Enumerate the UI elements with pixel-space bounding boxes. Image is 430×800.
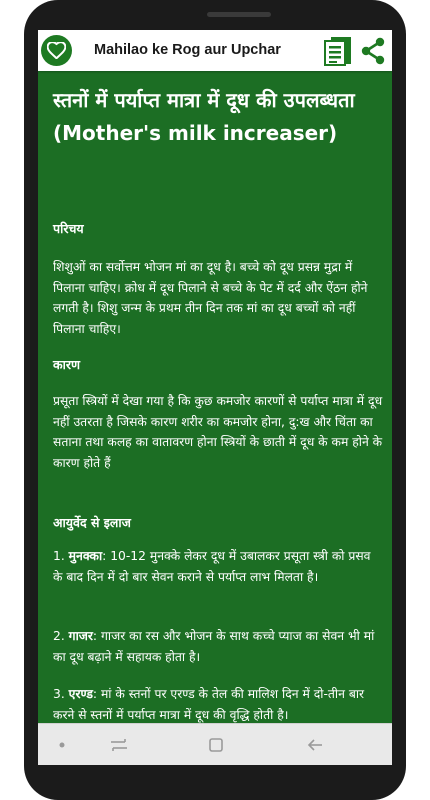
share-button[interactable] xyxy=(359,37,387,65)
remedy-number: 3. xyxy=(53,687,69,701)
intro-title: परिचय xyxy=(53,221,84,236)
document-icon xyxy=(324,36,352,66)
remedy-name: एरण्ड xyxy=(68,687,93,701)
recents-icon xyxy=(109,737,129,753)
remedy-item-2 xyxy=(53,626,383,667)
home-square-icon xyxy=(208,737,224,753)
remedy-text: : 10-12 मुनक्के लेकर दूध में उबालकर प्रसूता स्त्री को प्रसव के बाद दिन में दो बार सेवन कराने से पर्याप्त लाभ मिलता है। xyxy=(53,549,371,584)
home-button[interactable] xyxy=(201,724,231,765)
remedy-number: 2. xyxy=(53,629,69,643)
remedy-item-1 xyxy=(53,546,383,587)
document-button[interactable] xyxy=(324,36,352,66)
article-content[interactable] xyxy=(38,71,392,723)
article-heading: स्तनों में पर्याप्त मात्रा में दूध की उपलब्धता (Mother's milk increaser) xyxy=(53,88,355,145)
ayurveda-title: आयुर्वेद से इलाज xyxy=(53,515,131,530)
intro-text: शिशुओं का सर्वोत्तम भोजन मां का दूध है। बच्चे को दूध प्रसन्न मुद्रा में पिलाना चाहिए। क्रोध में दूध पिलाने से बच्चे के पेट में दर्द और ऐंठन होने लगती है। शिशु जन्म के प्रथम तीन दिन तक मां का दूध बच्चों को नहीं पिलाना चाहिए। xyxy=(53,260,368,336)
app-title: Mahilao ke Rog aur Upchar xyxy=(94,42,281,58)
cause-text: प्रसूता स्त्रियों में देखा गया है कि कुछ कमजोर कारणों से पर्याप्त मात्रा में दूध नहीं उतरता है जिसके कारण शरीर का कमजोर होना, दु:ख और चिंता का सताना तथा कलह का वातावरण होना स्त्रियों के छाती में दूध के कम होने के कारण होते हैं xyxy=(53,394,383,470)
system-nav-bar xyxy=(38,723,392,765)
remedy-text: : गाजर का रस और भोजन के साथ कच्चे प्याज का सेवन भी मां का दूध बढ़ाने में सहायक होता है। xyxy=(53,629,375,664)
remedy-name: गाजर xyxy=(68,629,93,643)
remedy-number: 1. xyxy=(53,549,69,563)
cause-title: कारण xyxy=(53,357,80,372)
nav-dot-button[interactable] xyxy=(52,724,72,765)
speaker-slot xyxy=(207,12,271,17)
share-icon xyxy=(359,37,387,65)
remedy-item-3 xyxy=(53,684,383,723)
remedy-name: मुनक्का xyxy=(68,549,103,563)
back-button[interactable] xyxy=(300,724,330,765)
app-bar xyxy=(38,30,392,71)
heart-icon xyxy=(47,42,66,59)
back-arrow-icon xyxy=(306,737,324,753)
remedy-text: : मां के स्तनों पर एरण्ड के तेल की मालिश दिन में दो-तीन बार करने से स्तनों में पर्याप्त मात्रा में दूध की वृद्धि होती है। xyxy=(53,687,365,722)
favorite-button[interactable] xyxy=(41,35,72,66)
dot-icon xyxy=(58,741,66,749)
recents-button[interactable] xyxy=(104,724,134,765)
app-screen xyxy=(38,30,392,765)
